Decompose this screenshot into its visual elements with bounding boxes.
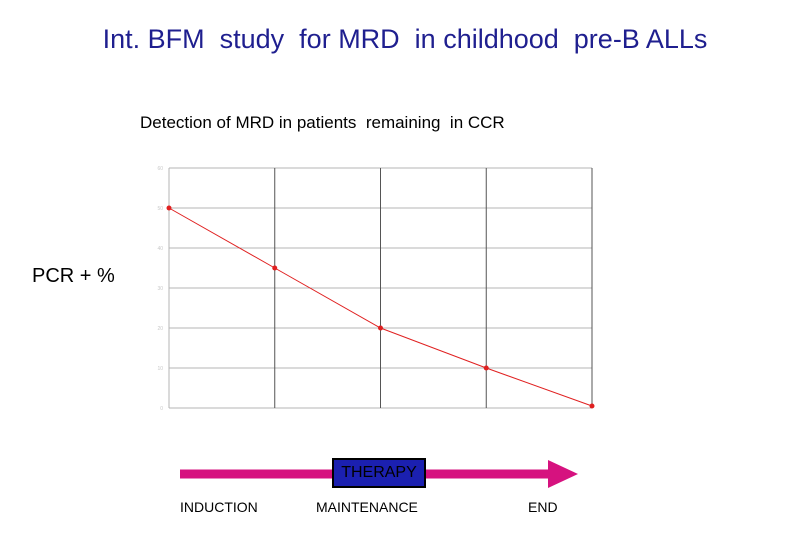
phase-label-induction: INDUCTION (180, 499, 258, 515)
therapy-label-box: THERAPY (332, 458, 426, 488)
y-tick-label-2: 20 (157, 326, 163, 332)
chart-title: Detection of MRD in patients remaining in CCR (140, 113, 505, 132)
phase-label-end: END (528, 499, 558, 515)
data-point-4 (590, 404, 595, 409)
y-tick-label-4: 40 (157, 246, 163, 252)
data-point-3 (484, 366, 489, 371)
y-axis-label: PCR + % (32, 265, 115, 287)
y-tick-label-5: 50 (157, 206, 163, 212)
data-point-1 (272, 266, 277, 271)
y-tick-label-6: 60 (157, 166, 163, 172)
y-tick-label-1: 10 (157, 366, 163, 372)
y-tick-label-3: 30 (157, 286, 163, 292)
data-point-2 (378, 326, 383, 331)
data-point-0 (167, 206, 172, 211)
phase-label-maintenance: MAINTENANCE (316, 499, 418, 515)
y-tick-label-0: 0 (160, 406, 163, 412)
slide-title: Int. BFM study for MRD in childhood pre-B ALLs (102, 24, 708, 54)
